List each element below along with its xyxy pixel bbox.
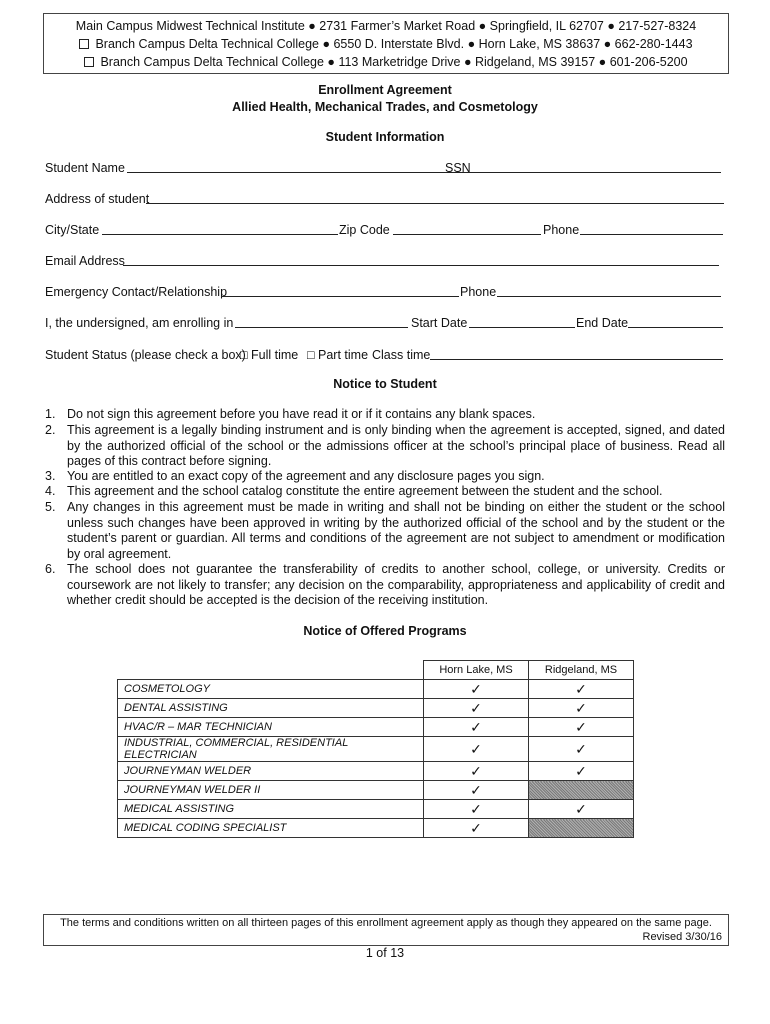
check-icon: ✓ [470, 820, 482, 836]
phone-label: Phone [543, 223, 580, 237]
table-row [118, 800, 634, 819]
student-info-heading: Student Information [325, 130, 445, 144]
class-time-label: Class time [372, 348, 431, 362]
student-name-label: Student Name [45, 161, 125, 175]
emergency-label: Emergency Contact/Relationship [45, 285, 228, 299]
status-label: Student Status (please check a box) [45, 348, 246, 362]
not-offered-cell [529, 781, 634, 800]
start-date-field[interactable] [469, 327, 575, 328]
part-time-checkbox[interactable]: □ Part time [307, 348, 369, 362]
city-state-label: City/State [45, 223, 100, 237]
checkbox-ridgeland[interactable] [84, 57, 94, 67]
email-label: Email Address [45, 254, 125, 268]
notice-item: 1. Do not sign this agreement before you have read it or if it contains any blank spaces. [45, 407, 536, 421]
check-icon: ✓ [470, 763, 482, 779]
terms-text: The terms and conditions written on all thirteen pages of this enrollment agreement apply as though they appeared on the same page. [60, 917, 712, 929]
ssn-label: SSN [445, 161, 471, 175]
check-icon: ✓ [470, 801, 482, 817]
city-state-field[interactable] [102, 234, 338, 235]
email-field[interactable] [123, 265, 719, 266]
header-branch-ridgeland: Branch Campus Delta Technical College ● 113 Marketridge Drive ● Ridgeland, MS 39157 ● 601-206-5200 [44, 54, 728, 70]
not-offered-cell [529, 819, 634, 838]
notice-item: 4. This agreement and the school catalog constitute the entire agreement between the student and the school. [45, 484, 663, 498]
table-row [118, 762, 634, 781]
table-row [118, 699, 634, 718]
check-icon: ✓ [575, 763, 587, 779]
program-name: JOURNEYMAN WELDER II [118, 781, 424, 800]
program-field[interactable] [235, 327, 408, 328]
programs-heading: Notice of Offered Programs [303, 624, 467, 638]
check-icon: ✓ [575, 741, 587, 757]
row-student-name [45, 159, 725, 175]
row-status [45, 346, 725, 362]
student-name-field[interactable] [127, 172, 492, 173]
check-icon: ✓ [470, 782, 482, 798]
notice-item: 3. You are entitled to an exact copy of the agreement and any disclosure pages you sign. [45, 469, 545, 483]
zip-field[interactable] [393, 234, 541, 235]
page-number: 1 of 13 [365, 946, 405, 960]
class-time-field[interactable] [430, 359, 723, 360]
emergency-field[interactable] [221, 296, 459, 297]
address-field[interactable] [146, 203, 724, 204]
table-header-row [118, 661, 634, 680]
col-ridgeland: Ridgeland, MS [529, 661, 634, 680]
header-main-campus: Main Campus Midwest Technical Institute ● 2731 Farmer’s Market Road ● Springfield, IL 62707 ● 217-527-8324 [75, 19, 697, 33]
table-row [118, 718, 634, 737]
phone-field[interactable] [580, 234, 723, 235]
program-name: DENTAL ASSISTING [118, 699, 424, 718]
doc-subtitle: Allied Health, Mechanical Trades, and Cosmetology [232, 100, 538, 114]
start-date-label: Start Date [411, 316, 468, 330]
row-city-zip-phone [45, 221, 725, 237]
row-emergency [45, 283, 725, 299]
table-row [118, 819, 634, 838]
table-row [118, 737, 634, 762]
header-branch-hornlake: Branch Campus Delta Technical College ● 6550 D. Interstate Blvd. ● Horn Lake, MS 38637 ● 662-280-1443 [44, 36, 728, 52]
check-icon: ✓ [575, 801, 587, 817]
zip-label: Zip Code [339, 223, 390, 237]
check-icon: ✓ [470, 719, 482, 735]
notice-item: 6. The school does not guarantee the transferability of credits to another school, college, or university. Credits or coursework are not likely to transfer; any decision on the comparability, appropriateness and applicability of credit and whether credit should be accepted is the decision of the receiving institution. [45, 562, 725, 607]
enrolling-label: I, the undersigned, am enrolling in [45, 316, 234, 330]
full-time-checkbox[interactable]: □ Full time [240, 348, 299, 362]
terms-footer [43, 914, 729, 946]
program-name: HVAC/R – MAR TECHNICIAN [118, 718, 424, 737]
end-date-field[interactable] [628, 327, 723, 328]
program-name: MEDICAL ASSISTING [118, 800, 424, 819]
check-icon: ✓ [470, 741, 482, 757]
row-enrolling [45, 314, 725, 330]
address-label: Address of student [45, 192, 150, 206]
row-email [45, 252, 725, 268]
notice-item: 5. Any changes in this agreement must be made in writing and shall not be binding on either the student or the school unless such changes have been approved in writing by the authorized official of the school and by the student or the student’s parent or guardian. All terms and conditions of the agreement are not subject to amendment or modification by oral agreement. [45, 500, 725, 561]
program-name: JOURNEYMAN WELDER [118, 762, 424, 781]
campus-header [43, 13, 729, 74]
notice-heading: Notice to Student [333, 377, 437, 391]
check-icon: ✓ [575, 719, 587, 735]
end-date-label: End Date [576, 316, 629, 330]
col-horn-lake: Horn Lake, MS [424, 661, 529, 680]
program-name: MEDICAL CODING SPECIALIST [118, 819, 424, 838]
program-name: COSMETOLOGY [118, 680, 424, 699]
ssn-field[interactable] [472, 172, 721, 173]
emergency-phone-field[interactable] [497, 296, 721, 297]
check-icon: ✓ [575, 700, 587, 716]
emergency-phone-label: Phone [460, 285, 497, 299]
table-row [118, 680, 634, 699]
revised-date: Revised 3/30/16 [642, 931, 722, 943]
check-icon: ✓ [470, 681, 482, 697]
programs-table [117, 660, 634, 838]
check-icon: ✓ [575, 681, 587, 697]
program-name: INDUSTRIAL, COMMERCIAL, RESIDENTIAL ELECTRICIAN [118, 737, 424, 762]
checkbox-hornlake[interactable] [79, 39, 89, 49]
doc-title: Enrollment Agreement [318, 83, 452, 97]
check-icon: ✓ [470, 700, 482, 716]
row-address [45, 190, 725, 206]
table-row [118, 781, 634, 800]
notice-item: 2. This agreement is a legally binding instrument and is only binding when the agreement is accepted, signed, and dated by the authorized official of the school or the admissions officer at the school’s principal place of business. Read all pages of this contract before signing. [45, 423, 725, 468]
